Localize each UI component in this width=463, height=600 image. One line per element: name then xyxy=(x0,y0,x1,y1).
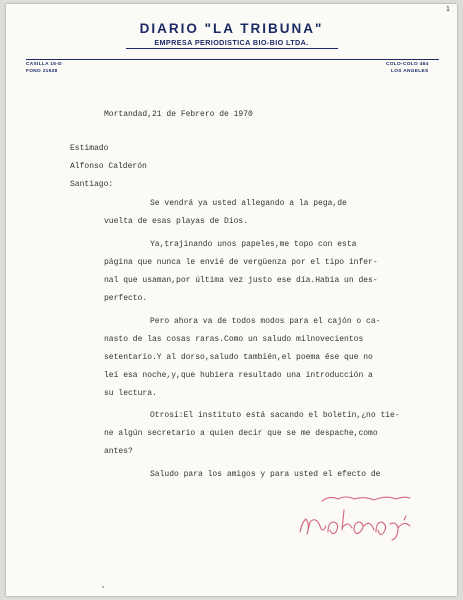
page-number: 1 xyxy=(446,6,450,13)
body-line: nal que usaman,por última vez justo ese día.Había un des- xyxy=(104,276,378,285)
city: LOS ANGELES xyxy=(391,69,429,74)
body-line: su lectura. xyxy=(104,389,157,398)
date-line: Mortandad,21 de Febrero de 1970 xyxy=(104,110,253,119)
recipient-name: Alfonso Calderón xyxy=(70,162,147,171)
phone-number: FONO 21928 xyxy=(26,69,58,74)
letter-page xyxy=(6,4,457,596)
body-line: Pero ahora va de todos modos para el cajón o ca- xyxy=(150,317,381,326)
body-line: Se vendrá ya usted allegando a la pega,de xyxy=(150,199,347,208)
body-line: antes? xyxy=(104,447,133,456)
body-line: nasto de las cosas raras.Como un saludo milnovecientos xyxy=(104,335,364,344)
body-line: página que nunca le envié de vergüenza por el tipo infer- xyxy=(104,258,378,267)
letterhead-contact-left xyxy=(26,61,62,75)
letterhead-contact-right xyxy=(386,61,429,75)
body-line: vuelta de esas playas de Dios. xyxy=(104,217,249,226)
handwritten-signature xyxy=(292,486,442,546)
letterhead-rule xyxy=(26,59,439,60)
body-line: Saludo para los amigos y para usted el efecto de xyxy=(150,470,381,479)
title-underline xyxy=(126,48,338,49)
street-address: COLO-COLO 464 xyxy=(386,62,429,67)
body-line: Otrosí:El instituto está sacando el boletín,¿no tie- xyxy=(150,411,400,420)
paper-speck xyxy=(102,586,104,588)
company-name: EMPRESA PERIODISTICA BIO-BIO LTDA. xyxy=(154,38,309,47)
body-line: leí esa noche,y,que hubiera resultado una introducción a xyxy=(104,371,373,380)
body-line: setentario.Y al dorso,saludo también,el poema ése que no xyxy=(104,353,373,362)
po-box: CASILLA 15-D xyxy=(26,62,62,67)
newspaper-title: DIARIO "LA TRIBUNA" xyxy=(139,21,324,36)
body-line: Ya,trajinando unos papeles,me topo con esta xyxy=(150,240,357,249)
body-line: ne algún secretario a quien decir que se me despache,como xyxy=(104,429,378,438)
salutation-greeting: Estimado xyxy=(70,144,109,153)
recipient-city: Santiago: xyxy=(70,180,114,189)
body-line: perfecto. xyxy=(104,294,148,303)
